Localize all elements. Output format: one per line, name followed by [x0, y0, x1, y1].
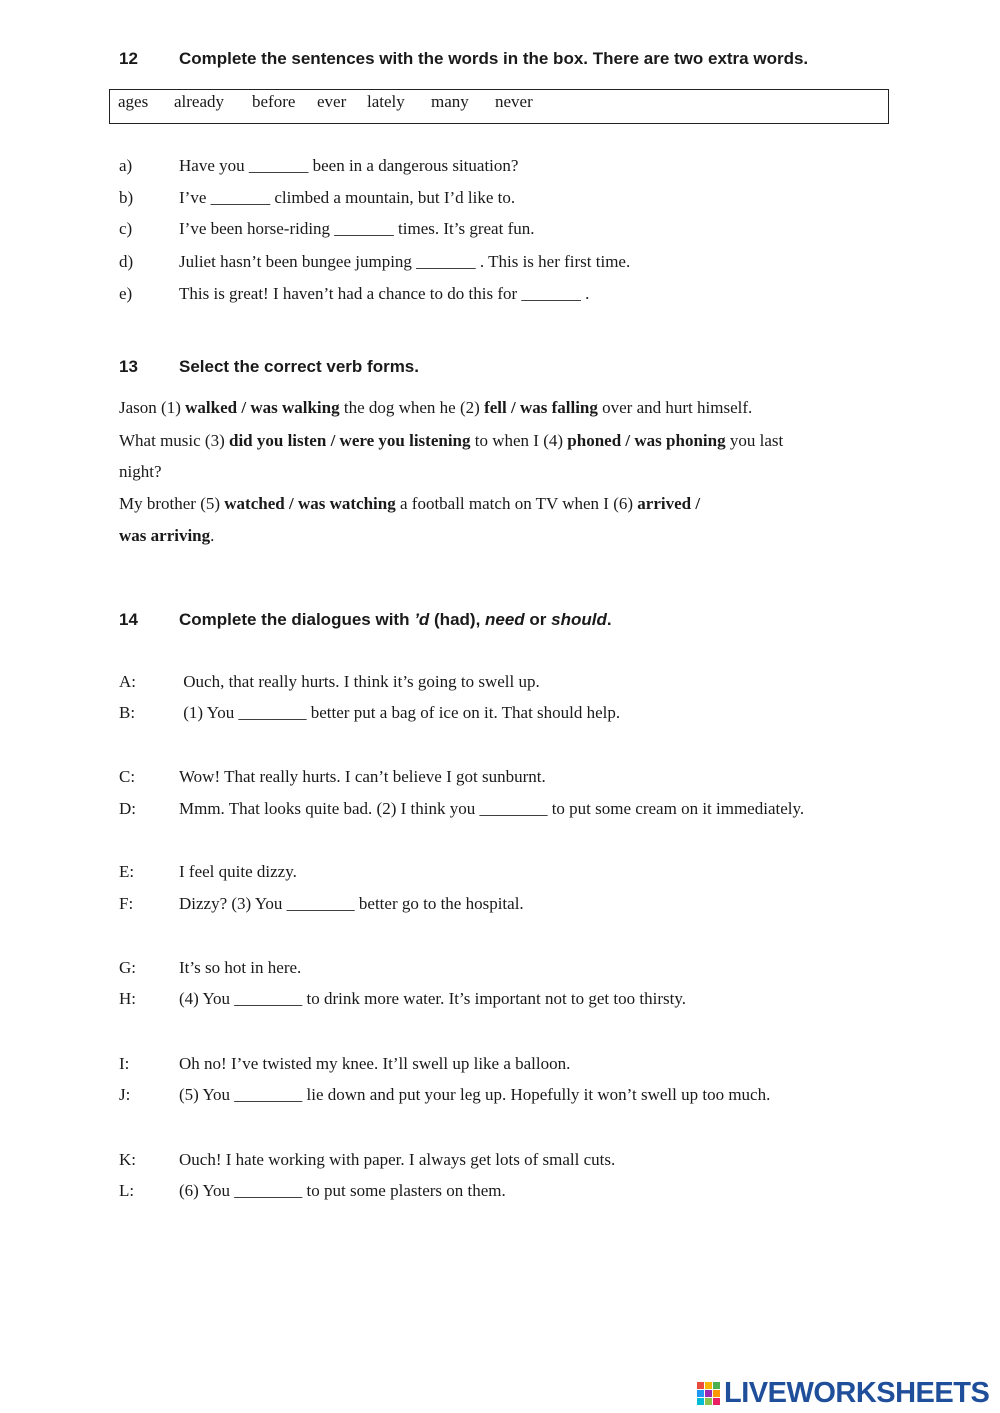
logo-cell — [697, 1382, 704, 1389]
dialogue-text: Wow! That really hurts. I can’t believe I got sunburnt. — [179, 767, 546, 786]
word-box-item: many — [431, 92, 469, 111]
word-box-item: lately — [367, 92, 405, 111]
speaker-label: H: — [119, 989, 136, 1008]
speaker-label: C: — [119, 767, 136, 786]
dialogue-text: (6) You ________ to put some plasters on them. — [179, 1181, 506, 1200]
dialogue-text: Oh no! I’ve twisted my knee. It’ll swell up like a balloon. — [179, 1054, 571, 1073]
verb-option[interactable]: was falling — [519, 398, 598, 417]
verb-option[interactable]: phoned — [567, 431, 622, 450]
dialogue-text: (1) You ________ better put a bag of ice on it. That should help. — [179, 703, 621, 722]
verb-option[interactable]: was arriving — [119, 526, 211, 545]
title-text: (had), — [429, 610, 486, 629]
logo-cell — [713, 1398, 720, 1405]
speaker-label: L: — [119, 1181, 135, 1200]
sentence-text: over and hurt himself. — [602, 398, 753, 417]
speaker-label: I: — [119, 1054, 130, 1073]
sentence-text: What music (3) — [119, 431, 229, 450]
title-word: need — [485, 610, 525, 629]
dialogue-line[interactable] — [119, 703, 620, 723]
sentence-text: the dog when he (2) — [343, 398, 485, 417]
dialogue-line — [119, 1150, 615, 1170]
dialogue-text: Ouch! I hate working with paper. I always get lots of small cuts. — [179, 1150, 616, 1169]
section-title: Select the correct verb forms. — [179, 357, 419, 376]
verb-option[interactable]: walked — [185, 398, 238, 417]
dialogue-line — [119, 1054, 570, 1074]
verb-option[interactable]: watched — [224, 494, 285, 513]
speaker-label: K: — [119, 1150, 136, 1169]
title-word: ’d — [414, 610, 430, 629]
title-text: or — [524, 610, 552, 629]
dialogue-text: I feel quite dizzy. — [179, 862, 297, 881]
dialogue-text: Ouch, that really hurts. I think it’s going to swell up. — [179, 672, 540, 691]
dialogue-line[interactable] — [119, 894, 524, 914]
dialogue-line[interactable] — [119, 1181, 506, 1201]
liveworksheets-logo[interactable] — [697, 1376, 989, 1410]
logo-grid-icon — [697, 1382, 720, 1405]
verb-sentence-2-cont — [119, 462, 162, 482]
sentence-text: to when I (4) — [474, 431, 568, 450]
logo-cell — [713, 1390, 720, 1397]
verb-sentence-2 — [119, 431, 783, 451]
speaker-label: D: — [119, 799, 136, 818]
dialogue-line[interactable] — [119, 799, 804, 819]
title-word: should — [551, 610, 607, 629]
logo-cell — [705, 1398, 712, 1405]
section-12-heading — [119, 49, 808, 69]
verb-sentence-3 — [119, 494, 700, 514]
word-box-item: never — [495, 92, 533, 111]
verb-sentence-1 — [119, 398, 752, 418]
verb-option[interactable]: was walking — [250, 398, 340, 417]
exercise-item[interactable] — [119, 284, 589, 304]
dialogue-text: (4) You ________ to drink more water. It’s important not to get too thirsty. — [179, 989, 686, 1008]
verb-option[interactable]: were you listening — [339, 431, 471, 450]
item-text: I’ve _______ climbed a mountain, but I’d like to. — [179, 188, 516, 207]
sentence-text: a football match on TV when I (6) — [399, 494, 638, 513]
dialogue-text: Mmm. That looks quite bad. (2) I think you ________ to put some cream on it immediately. — [179, 799, 805, 818]
option-separator: / — [621, 431, 635, 450]
item-label: c) — [119, 219, 133, 238]
section-14-heading — [119, 610, 612, 630]
option-separator: / — [506, 398, 520, 417]
dialogue-line — [119, 958, 301, 978]
item-text: This is great! I haven’t had a chance to do this for _______ . — [179, 284, 590, 303]
item-text: Juliet hasn’t been bungee jumping _______ . This is her first time. — [179, 252, 631, 271]
logo-cell — [705, 1390, 712, 1397]
dialogue-line — [119, 767, 546, 787]
sentence-text: My brother (5) — [119, 494, 225, 513]
speaker-label: F: — [119, 894, 134, 913]
dialogue-line — [119, 862, 297, 882]
word-box-item: before — [252, 92, 296, 111]
exercise-item[interactable] — [119, 188, 515, 208]
sentence-text: night? — [119, 462, 162, 481]
item-label: d) — [119, 252, 134, 271]
title-text: . — [606, 610, 612, 629]
item-label: e) — [119, 284, 133, 303]
speaker-label: B: — [119, 703, 136, 722]
logo-cell — [713, 1382, 720, 1389]
item-text: Have you _______ been in a dangerous situation? — [179, 156, 519, 175]
verb-option[interactable]: did you listen — [229, 431, 327, 450]
dialogue-text: Dizzy? (3) You ________ better go to the hospital. — [179, 894, 524, 913]
verb-option[interactable]: was phoning — [634, 431, 726, 450]
speaker-label: G: — [119, 958, 136, 977]
dialogue-line[interactable] — [119, 989, 686, 1009]
speaker-label: J: — [119, 1085, 131, 1104]
speaker-label: A: — [119, 672, 136, 691]
option-separator: / — [326, 431, 340, 450]
word-box-item: already — [174, 92, 225, 111]
verb-option[interactable]: arrived — [637, 494, 692, 513]
logo-cell — [697, 1398, 704, 1405]
title-text: Complete the dialogues with — [179, 610, 415, 629]
exercise-item[interactable] — [119, 252, 630, 272]
verb-sentence-3-cont — [119, 526, 214, 546]
logo-cell — [705, 1382, 712, 1389]
section-number: 13 — [119, 357, 138, 376]
exercise-item[interactable] — [119, 219, 535, 239]
section-title: Complete the sentences with the words in the box. There are two extra words. — [179, 49, 809, 68]
dialogue-line — [119, 672, 540, 692]
option-separator: / — [284, 494, 298, 513]
item-text: I’ve been horse-riding _______ times. It’s great fun. — [179, 219, 535, 238]
exercise-item[interactable] — [119, 156, 518, 176]
dialogue-line[interactable] — [119, 1085, 770, 1105]
item-label: a) — [119, 156, 133, 175]
sentence-text: . — [210, 526, 215, 545]
item-label: b) — [119, 188, 134, 207]
verb-option[interactable]: fell — [484, 398, 507, 417]
dialogue-text: (5) You ________ lie down and put your leg up. Hopefully it won’t swell up too much. — [179, 1085, 771, 1104]
section-13-heading — [119, 357, 419, 377]
logo-cell — [697, 1390, 704, 1397]
option-separator: / — [237, 398, 251, 417]
word-box-item: ever — [317, 92, 347, 111]
section-number: 12 — [119, 49, 138, 68]
sentence-text: you last — [729, 431, 784, 450]
dialogue-text: It’s so hot in here. — [179, 958, 302, 977]
option-separator: / — [691, 494, 701, 513]
speaker-label: E: — [119, 862, 135, 881]
sentence-text: Jason (1) — [119, 398, 186, 417]
logo-text: LIVEWORKSHEETS — [724, 1376, 990, 1409]
word-box-item: ages — [118, 92, 149, 111]
verb-option[interactable]: was watching — [297, 494, 396, 513]
section-number: 14 — [119, 610, 138, 629]
